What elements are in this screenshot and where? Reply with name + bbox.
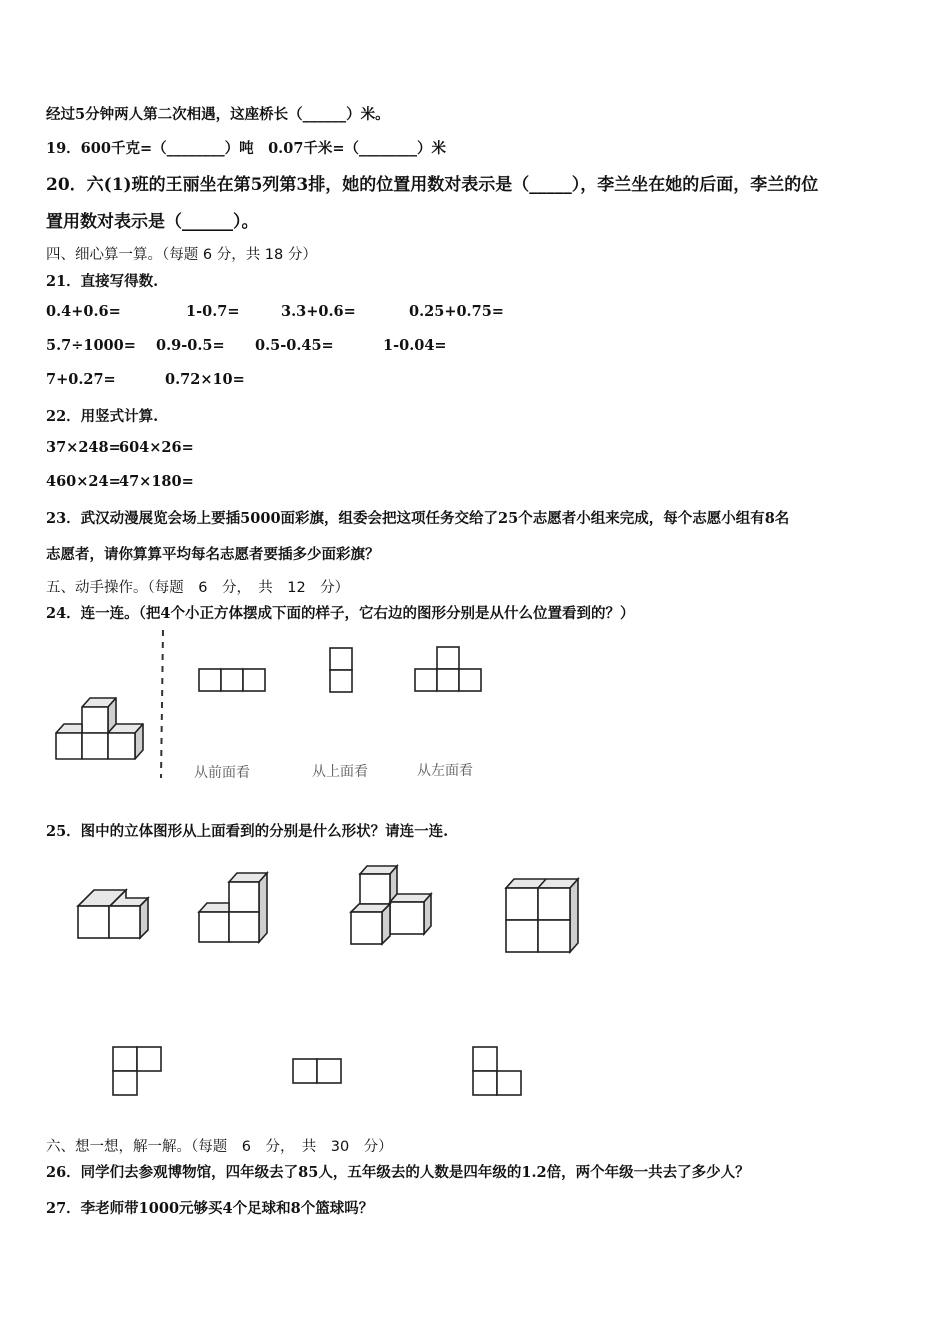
q22-expr: 47×180=	[119, 473, 194, 490]
q21-expr: 1-0.7=	[186, 303, 240, 320]
q22-expr: 604×26=	[119, 439, 194, 456]
q25-top-view-2	[292, 1058, 344, 1086]
q24-caption-left: 从左面看	[417, 763, 473, 779]
q22-title: 22．用竖式计算.	[46, 408, 159, 425]
q20-line2: 置用数对表示是（______）。	[46, 212, 259, 232]
section-5-heading: 五、动手操作。（每题 6 分， 共 12 分）	[46, 580, 350, 596]
q24-view-shape-1	[198, 668, 268, 694]
q21-expr: 1-0.04=	[383, 337, 447, 354]
q24-caption-front: 从前面看	[194, 765, 250, 781]
q25-top-view-1	[112, 1046, 164, 1098]
q27: 27．李老师带1000元够买4个足球和8个篮球吗？	[46, 1200, 374, 1217]
section-4-heading: 四、细心算一算。（每题 6 分，共 18 分）	[46, 247, 317, 263]
q23-line2: 志愿者，请你算算平均每名志愿者要插多少面彩旗？	[46, 546, 380, 563]
q21-expr: 7+0.27=	[46, 371, 116, 388]
q25-solid-1	[76, 886, 156, 946]
q18-tail: 经过5分钟两人第二次相遇，这座桥长（______）米。	[46, 106, 390, 123]
q24-dashed-divider	[160, 630, 166, 780]
q24-view-shape-2	[329, 647, 355, 695]
q24-cube-figure	[54, 690, 154, 765]
q19: 19．600千克=（________）吨 0.07千米=（________）米	[46, 140, 447, 157]
q26: 26．同学们去参观博物馆，四年级去了85人，五年级去的人数是四年级的1.2倍，两个年级一共去了多少人？	[46, 1164, 750, 1181]
q21-expr: 3.3+0.6=	[281, 303, 356, 320]
q24-title: 24．连一连。（把4个小正方体摆成下面的样子，它右边的图形分别是从什么位置看到的？）	[46, 605, 635, 622]
q20-line1: 20．六(1)班的王丽坐在第5列第3排，她的位置用数对表示是（_____），李兰坐在她的后面，李兰的位	[46, 175, 819, 195]
q21-title: 21．直接写得数.	[46, 273, 159, 290]
q21-expr: 0.5-0.45=	[255, 337, 334, 354]
q21-expr: 0.9-0.5=	[156, 337, 225, 354]
q24-view-shape-3	[414, 646, 484, 694]
q22-expr: 37×248=	[46, 439, 121, 456]
q23-line1: 23．武汉动漫展览会场上要插5000面彩旗，组委会把这项任务交给了25个志愿者小组来完成，每个志愿小组有8名	[46, 510, 790, 527]
q25-top-view-3	[472, 1046, 524, 1098]
q24-caption-top: 从上面看	[312, 764, 368, 780]
q22-expr: 460×24=	[46, 473, 121, 490]
section-6-heading: 六、想一想，解一解。（每题 6 分， 共 30 分）	[46, 1139, 393, 1155]
q21-expr: 5.7÷1000=	[46, 337, 136, 354]
q25-solid-2	[197, 870, 277, 945]
q21-expr: 0.25+0.75=	[409, 303, 504, 320]
q21-expr: 0.4+0.6=	[46, 303, 121, 320]
q21-expr: 0.72×10=	[165, 371, 245, 388]
q25-title: 25．图中的立体图形从上面看到的分别是什么形状？请连一连.	[46, 823, 449, 840]
q25-solid-3	[349, 862, 439, 947]
q25-solid-4	[504, 876, 584, 956]
